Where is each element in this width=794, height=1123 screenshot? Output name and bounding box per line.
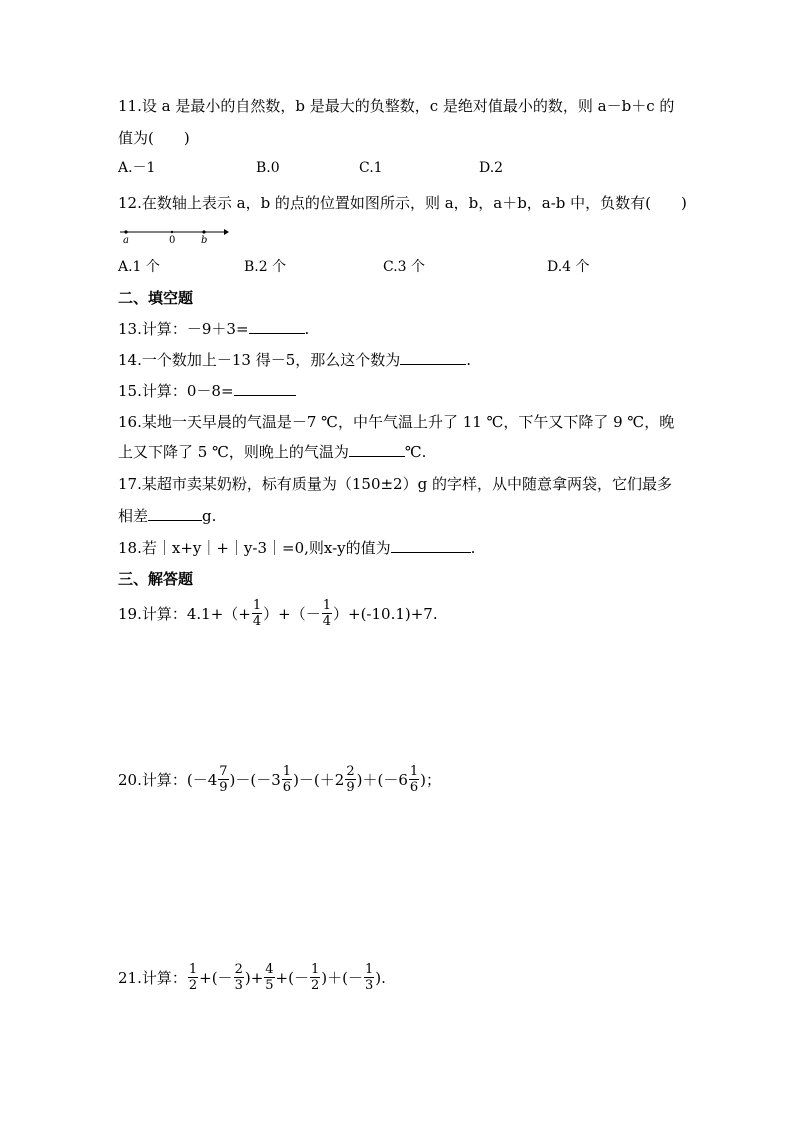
q15-text: 15.计算：0－8=	[118, 382, 234, 400]
q11-line1: 11.设 a 是最小的自然数，b 是最大的负整数，c 是绝对值最小的数，则 a－b＋c 的	[118, 97, 675, 115]
q20-expression	[118, 764, 441, 795]
q19-f2-den: 4	[322, 614, 331, 629]
q21-f3-num: 4	[265, 962, 274, 977]
q21-f2-num: 2	[234, 962, 243, 977]
q19-expression	[118, 598, 438, 629]
q11-option-d: D.2	[479, 160, 504, 176]
q21-suffix: ).	[375, 968, 386, 987]
q13-tail: .	[304, 320, 310, 338]
q13-answer-blank[interactable]	[249, 319, 305, 334]
q21-f5-num: 1	[364, 962, 374, 977]
q20-f2-den: 6	[282, 780, 292, 795]
q20-prefix: 20.计算：(－4	[118, 770, 218, 789]
q20-f3-den: 9	[346, 780, 355, 795]
q21-fraction-4	[310, 962, 320, 993]
section-solve-heading: 三、解答题	[118, 570, 194, 588]
q18-answer-blank[interactable]	[391, 538, 471, 553]
q19	[118, 598, 438, 629]
q19-f2-num: 1	[322, 598, 331, 613]
q15	[118, 381, 296, 401]
q13-text: 13.计算：－9＋3=	[118, 320, 249, 338]
q11-option-b: B.0	[256, 160, 280, 176]
q19-fraction-2	[322, 598, 332, 629]
q20-f1-den: 9	[219, 780, 228, 795]
q15-answer-blank[interactable]	[234, 381, 296, 396]
q12-option-a: A.1 个	[118, 259, 160, 275]
q12-option-b: B.2 个	[244, 259, 287, 275]
number-line-figure	[118, 226, 230, 246]
q20-fraction-4	[409, 764, 419, 795]
q21	[118, 962, 386, 993]
q21-f4-den: 2	[310, 978, 320, 993]
q18-tail: .	[470, 539, 476, 557]
q21-part3: )+	[244, 968, 264, 987]
q21-fraction-1	[188, 962, 198, 993]
q21-fraction-2	[234, 962, 244, 993]
q21-fraction-3	[264, 962, 274, 993]
q19-f1-num: 1	[252, 598, 262, 613]
label-b: b	[201, 235, 208, 246]
q19-f1-den: 4	[252, 614, 262, 629]
q17-answer-blank[interactable]	[148, 506, 202, 521]
section-fill-in-heading: 二、填空题	[118, 289, 194, 307]
q11-line2: 值为( )	[118, 129, 190, 147]
q16-line1: 16.某地一天早晨的气温是－7 ℃，中午气温上升了 11 ℃，下午又下降了 9 ℃，晚	[118, 413, 675, 431]
q14	[118, 350, 471, 370]
q21-part5: )＋(－	[321, 968, 363, 987]
q21-f1-den: 2	[188, 978, 198, 993]
q20-fraction-1	[218, 764, 228, 795]
label-zero: 0	[169, 235, 176, 246]
q12-option-c: C.3 个	[383, 259, 426, 275]
q20-suffix: )；	[420, 770, 441, 789]
q18-text: 18.若｜x+y｜+｜y-3｜=0,则x-y的值为	[118, 539, 391, 557]
q20-f3-num: 2	[346, 764, 355, 779]
q17-line1: 17.某超市卖某奶粉，标有质量为（150±2）g 的字样，从中随意拿两袋，它们最多	[118, 475, 672, 493]
q21-f5-den: 3	[364, 978, 374, 993]
q13	[118, 319, 309, 339]
point-b	[202, 230, 205, 233]
q17-tail: g.	[202, 507, 217, 525]
q20-f4-num: 1	[409, 764, 419, 779]
q20-part2: )－(－3	[229, 770, 281, 789]
q21-part2: +(－	[199, 968, 233, 987]
q14-tail: .	[466, 351, 472, 369]
q21-f1-num: 1	[188, 962, 198, 977]
q19-prefix: 19.计算：4.1+（+	[118, 604, 251, 623]
q16-answer-blank[interactable]	[349, 442, 405, 457]
q14-text: 14.一个数加上－13 得－5，那么这个数为	[118, 351, 401, 369]
q21-fraction-5	[364, 962, 374, 993]
q16-tail: ℃.	[404, 443, 427, 461]
q20-f4-den: 6	[409, 780, 419, 795]
q21-expression	[118, 962, 386, 993]
q19-mid: ）+（－	[263, 604, 321, 623]
point-zero	[171, 231, 173, 233]
label-a: a	[123, 235, 129, 246]
point-a	[124, 230, 127, 233]
q16-line2	[118, 442, 426, 462]
q21-part4: +(－	[275, 968, 309, 987]
q18	[118, 538, 475, 558]
q21-f4-num: 1	[310, 962, 320, 977]
q12-text: 12.在数轴上表示 a，b 的点的位置如图所示，则 a，b，a＋b，a-b 中，负数有( )	[118, 194, 687, 212]
q21-f3-den: 5	[265, 978, 274, 993]
q12-option-d: D.4 个	[547, 259, 590, 275]
q16-text: 上又下降了 5 ℃，则晚上的气温为	[118, 443, 349, 461]
q20-fraction-3	[345, 764, 355, 795]
q19-fraction-1	[252, 598, 262, 629]
q21-f2-den: 3	[234, 978, 243, 993]
q14-answer-blank[interactable]	[400, 350, 466, 365]
q20-fraction-2	[282, 764, 292, 795]
q21-prefix: 21.计算：	[118, 968, 187, 987]
q11-option-c: C.1	[359, 160, 383, 176]
q20-f2-num: 1	[282, 764, 292, 779]
q20-part3: )－(＋2	[293, 770, 345, 789]
q20-part4: )＋(－6	[356, 770, 408, 789]
q17-line2	[118, 506, 216, 526]
q11-option-a: A.－1	[118, 160, 156, 176]
q19-suffix: ）+(-10.1)+7.	[333, 604, 438, 623]
q17-text: 相差	[118, 507, 149, 525]
q20-f1-num: 7	[219, 764, 228, 779]
number-line-arrow	[224, 229, 229, 235]
q20	[118, 764, 441, 795]
